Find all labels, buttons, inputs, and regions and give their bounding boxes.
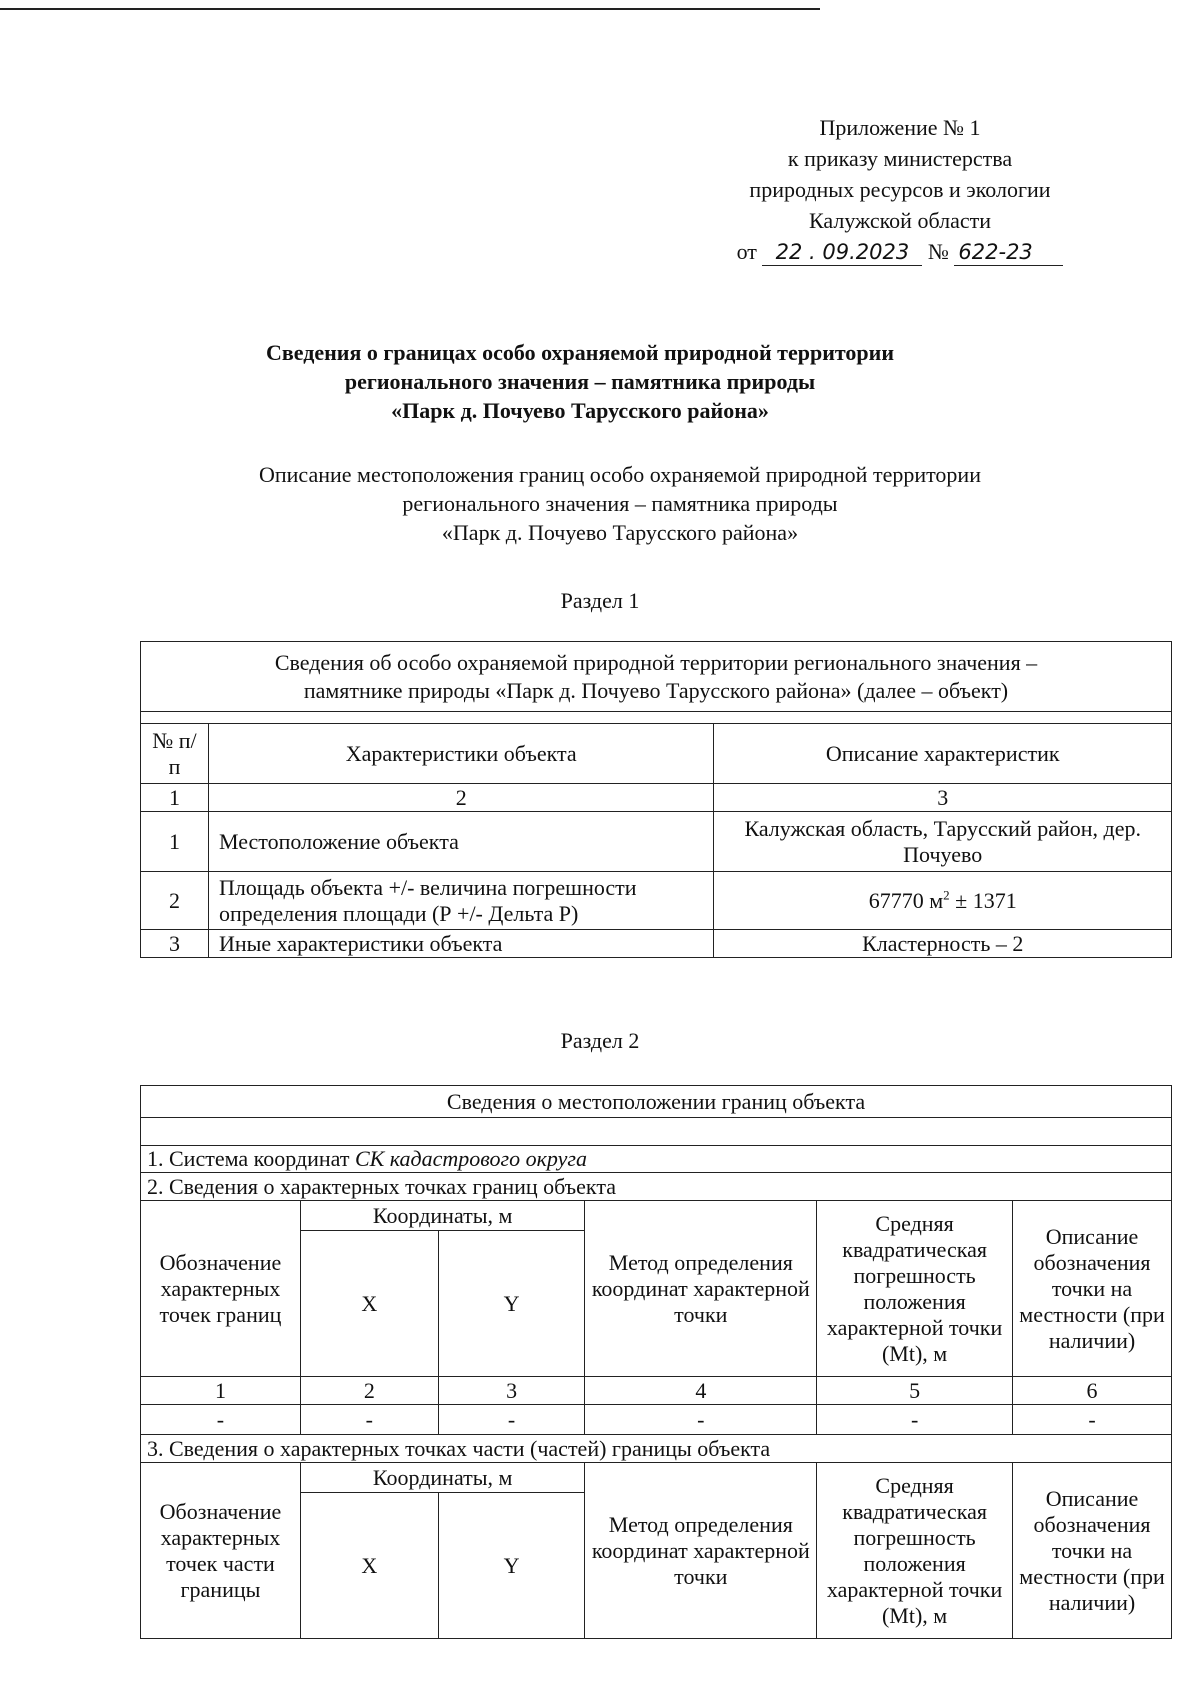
header-num: № п/п (141, 724, 209, 784)
row-num: 3 (141, 930, 209, 958)
title-line: Сведения о границах особо охраняемой природной территории (265, 340, 894, 365)
header-y: Y (438, 1231, 585, 1377)
header-part-designation: Обозначение характерных точек части границы (141, 1463, 301, 1639)
header-coords: Координаты, м (300, 1463, 585, 1493)
column-number: 5 (817, 1377, 1013, 1405)
empty-cell: - (141, 1405, 301, 1435)
table-row (141, 1405, 1172, 1435)
from-label: от (736, 239, 757, 264)
header-method: Метод определения координат характерной точки (585, 1463, 817, 1639)
header-point-description: Описание обозначения точки на местности (при наличии) (1013, 1201, 1172, 1377)
section-1-label: Раздел 1 (560, 588, 640, 613)
top-rule (0, 8, 820, 10)
title-line: «Парк д. Почуево Тарусского района» (391, 398, 769, 423)
header-y: Y (438, 1493, 585, 1639)
header-coords: Координаты, м (300, 1201, 585, 1231)
document-subtitle (170, 460, 1070, 547)
points-heading: 2. Сведения о характерных точках границ объекта (141, 1173, 1172, 1201)
row-name: Местоположение объекта (208, 812, 714, 872)
number-label: № (927, 239, 949, 264)
row-value: Калужская область, Тарусский район, дер. Почуево (714, 812, 1172, 872)
header-error: Средняя квадратическая погрешность положения характерной точки (Mt), м (817, 1201, 1013, 1377)
header-designation: Обозначение характерных точек границ (141, 1201, 301, 1377)
row-name: Иные характеристики объекта (208, 930, 714, 958)
row-value: Кластерность – 2 (714, 930, 1172, 958)
table-row (141, 930, 1172, 958)
column-number: 2 (208, 784, 714, 812)
header-x: X (300, 1493, 438, 1639)
table-row (141, 812, 1172, 872)
column-number: 2 (300, 1377, 438, 1405)
column-number: 6 (1013, 1377, 1172, 1405)
appendix-line: Калужской области (809, 208, 991, 233)
section-1-table (140, 641, 1172, 958)
row-value: 67770 $м^2 \pm 1371$ (714, 872, 1172, 930)
empty-cell: - (817, 1405, 1013, 1435)
column-number: 1 (141, 784, 209, 812)
column-number: 4 (585, 1377, 817, 1405)
appendix-block (715, 112, 1085, 267)
header-characteristics: Характеристики объекта (208, 724, 714, 784)
row-name: Площадь объекта +/- величина погрешности определения площади (Р +/- Дельта Р) (208, 872, 714, 930)
subtitle-line: «Парк д. Почуево Тарусского района» (441, 520, 799, 545)
row-num: 2 (141, 872, 209, 930)
appendix-line: к приказу министерства (787, 146, 1013, 171)
part-heading: 3. Сведения о характерных точках части (частей) границы объекта (141, 1435, 1172, 1463)
section-1-caption: Сведения об особо охраняемой природной территории регионального значения – памятнике природы «Парк д. Почуево Тарусского района» (далее – объект) (141, 642, 1172, 712)
coord-system-row: 1. Система координат СК кадастрового округа (141, 1146, 1172, 1173)
section-2-caption: Сведения о местоположении границ объекта (141, 1086, 1172, 1118)
spacer-row (141, 712, 1172, 724)
title-line: регионального значения – памятника природы (344, 369, 816, 394)
empty-cell: - (438, 1405, 585, 1435)
appendix-title: Приложение № 1 (819, 115, 981, 140)
column-number: 3 (438, 1377, 585, 1405)
header-method: Метод определения координат характерной точки (585, 1201, 817, 1377)
handwritten-date: 22 . 09.2023 (762, 239, 922, 266)
handwritten-number: 622-23 (954, 239, 1063, 266)
empty-cell: - (1013, 1405, 1172, 1435)
subtitle-line: регионального значения – памятника природы (402, 491, 838, 516)
section-2-table (140, 1085, 1172, 1639)
empty-cell: - (585, 1405, 817, 1435)
section-2-label: Раздел 2 (560, 1028, 640, 1053)
header-error: Средняя квадратическая погрешность положения характерной точки (Mt), м (817, 1463, 1013, 1639)
document-title (200, 338, 960, 425)
header-x: X (300, 1231, 438, 1377)
appendix-date-line (715, 236, 1085, 267)
spacer-row (141, 1118, 1172, 1146)
empty-cell: - (300, 1405, 438, 1435)
column-number: 1 (141, 1377, 301, 1405)
header-point-description: Описание обозначения точки на местности (при наличии) (1013, 1463, 1172, 1639)
subtitle-line: Описание местоположения границ особо охраняемой природной территории (259, 462, 981, 487)
table-row (141, 872, 1172, 930)
column-number: 3 (714, 784, 1172, 812)
appendix-line: природных ресурсов и экологии (749, 177, 1051, 202)
header-description: Описание характеристик (714, 724, 1172, 784)
row-num: 1 (141, 812, 209, 872)
coord-system-value: СК кадастрового округа (354, 1146, 587, 1171)
